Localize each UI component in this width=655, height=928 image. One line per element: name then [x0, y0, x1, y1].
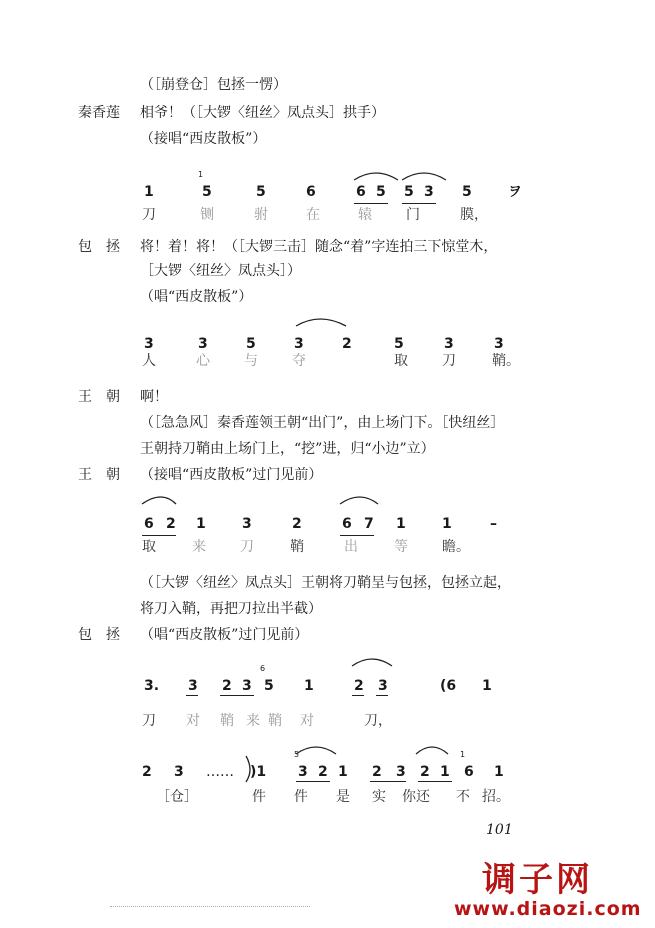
lyric: 你还 — [402, 789, 430, 805]
lyric: 膜， — [460, 207, 488, 223]
stage-direction-1: （［崩登仓］包拯一愣） — [140, 77, 287, 93]
underline — [370, 781, 406, 782]
note: 7 — [364, 516, 374, 532]
lyric-row-1 — [140, 206, 655, 226]
stage-direction-7: （［大锣〈纽丝〉凤点头］王朝将刀鞘呈与包拯，包拯立起， — [140, 575, 511, 591]
role-wang-chao: 王 朝 — [78, 467, 120, 483]
underline — [142, 535, 176, 536]
underline — [296, 781, 330, 782]
note: 1 — [144, 184, 154, 200]
note: 6 — [144, 516, 154, 532]
lyric: 取 — [394, 353, 408, 369]
lyric: 辕 — [358, 207, 372, 223]
lyric: 刀 — [142, 713, 156, 729]
grace-note: 1 — [198, 170, 204, 179]
note: 3 — [424, 184, 434, 200]
dialogue-line: （唱“西皮散板”过门见前） — [140, 627, 309, 643]
note: 2 — [342, 336, 352, 352]
lyric: 取 — [142, 539, 156, 555]
note: 5 — [376, 184, 386, 200]
note: 2 — [292, 516, 302, 532]
note: 5 — [404, 184, 414, 200]
lyric: 刀 — [240, 539, 254, 555]
underline — [220, 695, 254, 696]
lyric: 来 — [246, 713, 260, 729]
note: 2 — [420, 764, 430, 780]
lyric-row-4 — [140, 712, 655, 732]
lyric: 对 — [186, 713, 200, 729]
note: 1 — [442, 516, 452, 532]
lyric: 刀， — [364, 713, 392, 729]
underline — [186, 695, 198, 696]
note: 6 — [356, 184, 366, 200]
lyric: 瞻。 — [442, 539, 470, 555]
note: 1 — [482, 678, 492, 694]
note: 2 — [354, 678, 364, 694]
lyric: 人 — [142, 353, 156, 369]
note: 6 5 — [260, 664, 274, 694]
note: 2 — [222, 678, 232, 694]
lyric: 出 — [344, 539, 358, 555]
grace-note: 6 — [260, 664, 266, 673]
lyric: 门 — [406, 207, 420, 223]
lyric-row-3 — [140, 538, 655, 558]
role-bao-zheng: 包 拯 — [78, 627, 120, 643]
note: 5 — [256, 184, 266, 200]
underline — [418, 781, 452, 782]
lyric: 件 — [252, 789, 266, 805]
lyric-row-2 — [140, 352, 655, 372]
note: 3 — [188, 678, 198, 694]
note: 3. — [144, 678, 160, 694]
note: 3 — [294, 336, 304, 352]
note: (6 — [440, 678, 457, 694]
note: 3 — [444, 336, 454, 352]
note: 2 — [142, 764, 152, 780]
note: 1 — [494, 764, 504, 780]
lyric: ［仓］ — [156, 789, 198, 805]
lyric: 不 — [456, 789, 470, 805]
lyric: 鞘 — [268, 713, 282, 729]
lyric: 对 — [300, 713, 314, 729]
notation-row-5 — [140, 740, 655, 784]
underline — [402, 203, 436, 204]
note: 5 — [394, 336, 404, 352]
note: ヲ — [508, 184, 522, 200]
note: – — [490, 516, 497, 532]
lyric: 来 — [192, 539, 206, 555]
note: 1 — [304, 678, 314, 694]
stage-direction-3: ［大锣〈纽丝〉凤点头］） — [140, 263, 301, 279]
notation-row-1 — [140, 160, 655, 204]
lyric: 刀 — [442, 353, 456, 369]
lyric: 鞘 — [290, 539, 304, 555]
note: 3 — [144, 336, 154, 352]
role-wang-chao: 王 朝 — [78, 389, 120, 405]
note: 5 3 — [294, 750, 308, 780]
note: 6 — [342, 516, 352, 532]
lyric: 铡 — [200, 207, 214, 223]
lyric: 鞘 — [220, 713, 234, 729]
notation-row-3 — [140, 492, 655, 536]
grace-note: 5 — [294, 750, 300, 759]
underline — [340, 535, 374, 536]
note: 3 — [174, 764, 184, 780]
watermark-title: 调子网 — [482, 860, 593, 900]
lyric: 等 — [394, 539, 408, 555]
dialogue-line: （接唱“西皮散板”过门见前） — [140, 467, 323, 483]
dialogue-line: 啊！ — [140, 389, 168, 405]
stage-direction-8: 将刀入鞘，再把刀拉出半截） — [140, 601, 322, 617]
note: 3 — [494, 336, 504, 352]
underline — [352, 695, 364, 696]
stage-direction-6: 王朝持刀鞘由上场门上，“挖”进，归“小边”立） — [140, 441, 435, 457]
ellipsis: …… — [206, 764, 234, 780]
page-number: 101 — [486, 822, 513, 838]
stage-direction-4: （唱“西皮散板”） — [140, 289, 253, 305]
note: 1 — [396, 516, 406, 532]
notation-row-2 — [140, 312, 655, 356]
watermark-url: www.diaozi.com — [454, 898, 642, 920]
lyric: 刀 — [142, 207, 156, 223]
grace-note: 1 — [460, 750, 466, 759]
note: 3 — [396, 764, 406, 780]
lyric: 件 — [294, 789, 308, 805]
lyric: 是 — [336, 789, 350, 805]
role-bao-zheng: 包 拯 — [78, 239, 120, 255]
dialogue-line: 相爷！（［大锣〈纽丝〉凤点头］拱手） — [140, 105, 385, 121]
note: 6 — [306, 184, 316, 200]
lyric: 招。 — [482, 789, 510, 805]
note: 3 — [378, 678, 388, 694]
lyric: 实 — [372, 789, 386, 805]
underline — [376, 695, 388, 696]
note: 1 6 — [460, 750, 474, 780]
role-qin-xianglian: 秦香莲 — [78, 105, 120, 121]
note: 1 — [196, 516, 206, 532]
notation-row-4 — [140, 654, 655, 698]
scan-artifact-line — [110, 906, 310, 909]
note: 3 — [242, 516, 252, 532]
note: 2 — [372, 764, 382, 780]
stage-direction-2: （接唱“西皮散板”） — [140, 131, 267, 147]
note: 3 — [242, 678, 252, 694]
lyric: 驸 — [254, 207, 268, 223]
note: )1 — [250, 764, 267, 780]
note: 2 — [166, 516, 176, 532]
lyric: 在 — [306, 207, 320, 223]
note: 3 — [198, 336, 208, 352]
note: 2 — [318, 764, 328, 780]
dialogue-line: 将！着！将！（［大锣三击］随念“着”字连拍三下惊堂木， — [140, 239, 498, 255]
lyric: 心 — [196, 353, 210, 369]
underline — [354, 203, 388, 204]
lyric: 与 — [244, 353, 258, 369]
note: 1 — [440, 764, 450, 780]
lyric-row-5 — [140, 788, 655, 808]
note: 5 — [246, 336, 256, 352]
lyric: 夺 — [292, 353, 306, 369]
note: 5 — [462, 184, 472, 200]
stage-direction-5: （［急急风］秦香莲领王朝“出门”，由上场门下。［快纽丝］ — [140, 415, 505, 431]
lyric: 鞘。 — [492, 353, 520, 369]
note: 1 5 — [198, 170, 212, 200]
note: 1 — [338, 764, 348, 780]
